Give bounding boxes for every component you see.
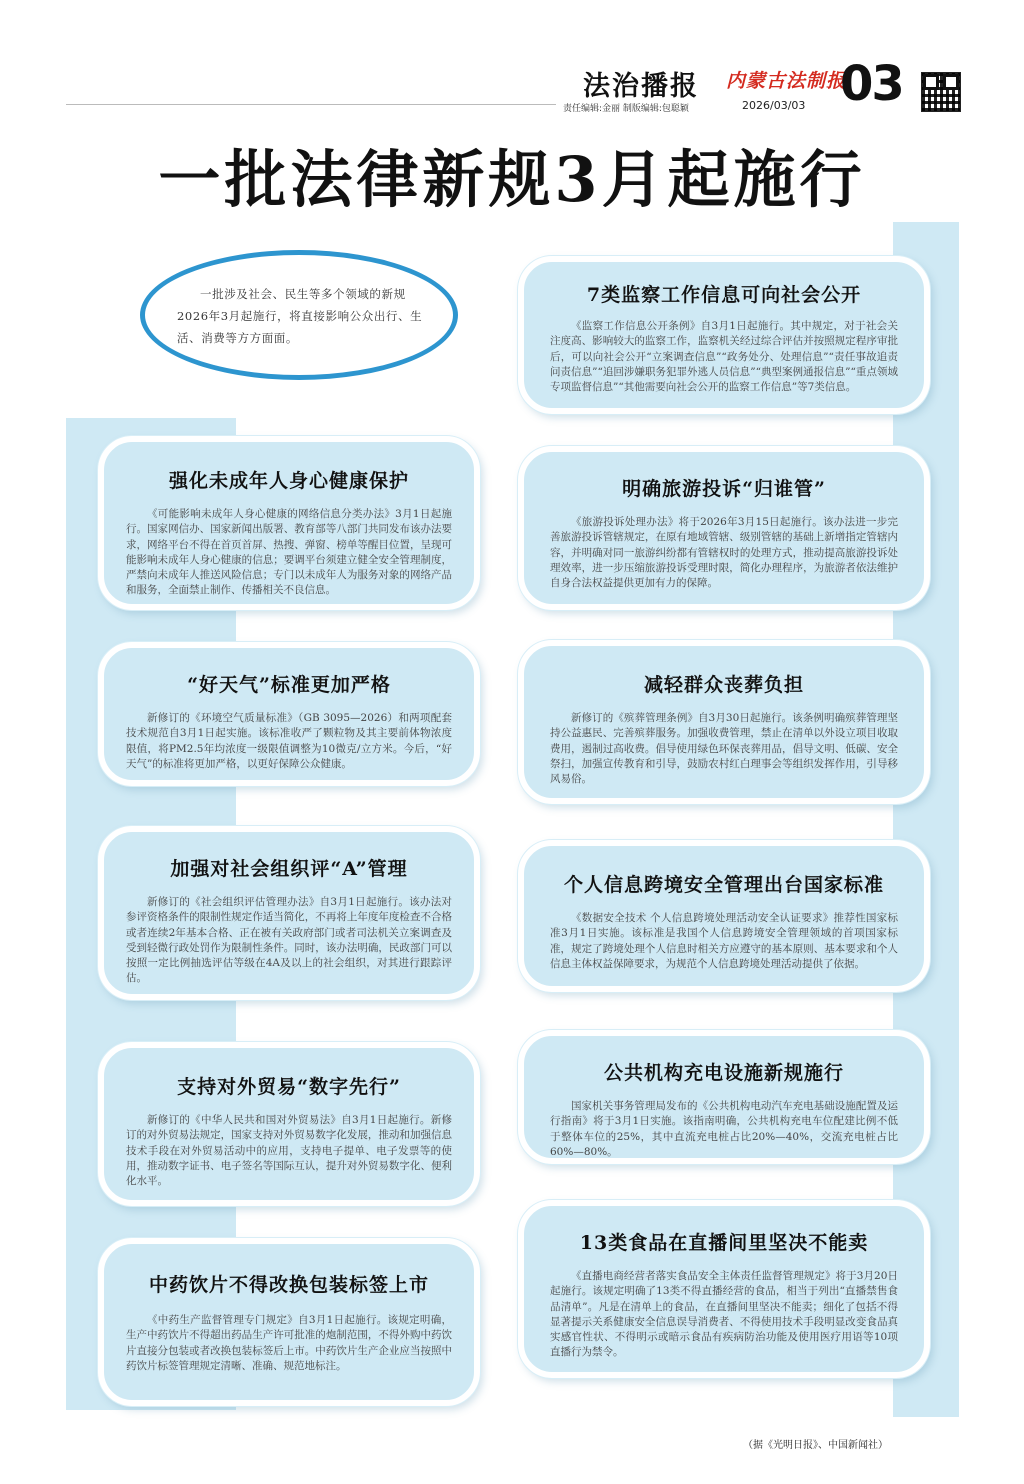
- article-card: [518, 640, 930, 804]
- article-title: 减轻群众丧葬负担: [643, 674, 804, 696]
- page-number: 03: [840, 56, 903, 112]
- article-body: 《监察工作信息公开条例》自3月1日起施行。其中规定，对于社会关注度高、影响较大的监察工作，监察机关经过综合评估并按照规定程序审批后，可以向社会公开“立案调查信息”“政务处分、处理信息”“责任事故追责问责信息”“追回涉嫌职务犯罪外逃人员信息”“典型案例通报信息”“重点领域专项监督信息”“其他需要向社会公开的监察工作信息”等7类信息。: [550, 320, 898, 394]
- intro-ellipse: [140, 250, 458, 380]
- article-body: 新修订的《环境空气质量标准》（GB 3095—2026）和两项配套技术规范自3月1日起实施。该标准收严了颗粒物及其主要前体物浓度限值，将PM2.5年均浓度一级限值调整为10微克/立方米。今后，“好天气”的标准将更加严格，以更好保障公众健康。: [126, 712, 452, 770]
- article-card: [98, 1042, 480, 1206]
- headline: 一批法律新规3月起施行: [158, 143, 866, 216]
- article-title: 明确旅游投诉“归谁管”: [622, 478, 826, 500]
- article-body: 新修订的《殡葬管理条例》自3月30日起施行。该条例明确殡葬管理坚持公益惠民、完善殡葬服务。加强收费管理，禁止在清单以外设立项目收取费用，遏制过高收费。倡导使用绿色环保丧葬用品，倡导文明、低碳、安全祭扫，加强宣传教育和引导，鼓励农村红白理事会等组织发挥作用，引导移风易俗。: [550, 712, 898, 786]
- article-title: 支持对外贸易“数字先行”: [177, 1076, 401, 1098]
- article-title: 强化未成年人身心健康保护: [168, 470, 409, 492]
- article-title: 7类监察工作信息可向社会公开: [586, 284, 862, 306]
- article-title: 加强对社会组织评“A”管理: [170, 858, 408, 880]
- article-title: 中药饮片不得改换包装标签上市: [148, 1274, 429, 1296]
- article-card: [518, 1200, 930, 1378]
- article-card: [98, 1238, 480, 1406]
- article-body: 《可能影响未成年人身心健康的网络信息分类办法》3月1日起施行。国家网信办、国家新闻出版署、教育部等八部门共同发布该办法要求，网络平台不得在首页首屏、热搜、弹窗、榜单等醒目位置，呈现可能影响未成年人身心健康的信息；要调平台须建立健全安全管理制度，严禁向未成年人推送风险信息；专门以未成年人为服务对象的网络产品和服务，全面禁止制作、传播相关不良信息。: [126, 508, 452, 597]
- article-card: [98, 642, 480, 786]
- article-body: 国家机关事务管理局发布的《公共机构电动汽车充电基础设施配置及运行指南》将于3月1日实施。该指南明确，公共机构充电车位配建比例不低于整体车位的25%，其中直流充电桩占比20%—40%，交流充电桩占比60%—80%。: [550, 1100, 898, 1158]
- article-body: 《直播电商经营者落实食品安全主体责任监督管理规定》将于3月20日起施行。该规定明确了13类不得直播经营的食品，相当于列出“直播禁售食品清单”。凡是在清单上的食品，在直播间里坚决不能卖；细化了包括不得显著提示关系健康安全信息误导消费者、不得使用技术手段明显改变食品真实感官性状、不得明示或暗示食品有疾病防治功能及使用医疗用语等10项直播行为禁令。: [550, 1270, 898, 1359]
- article-body: 新修订的《社会组织评估管理办法》自3月1日起施行。该办法对参评资格条件的限制性规定作适当简化，不再将上年度年度检查不合格或者连续2年基本合格、正在被有关政府部门或者司法机关立案调查及受到轻微行政处罚作为限制性条件。同时，该办法明确，民政部门可以按照一定比例抽选评估等级在4A及以上的社会组织，对其进行跟踪评估。: [126, 896, 452, 985]
- qr-code-icon[interactable]: [921, 72, 961, 112]
- source-credit: （据《光明日报》、中国新闻社）: [743, 1440, 888, 1451]
- article-title: “好天气”标准更加严格: [187, 674, 391, 696]
- article-card: [518, 256, 930, 414]
- article-card: [518, 840, 930, 992]
- newspaper-logo: 内蒙古法制报: [726, 70, 847, 92]
- article-body: 《旅游投诉处理办法》将于2026年3月15日起施行。该办法进一步完善旅游投诉管辖规定，在原有地域管辖、级别管辖的基础上新增指定管辖内容，并明确对同一旅游纠纷都有管辖权时的处理方式，推动提高旅游投诉处理效率，进一步压缩旅游投诉受理时限，简化办理程序，为旅游者依法维护自身合法权益提供更加有力的保障。: [550, 516, 898, 590]
- article-card: [518, 1030, 930, 1164]
- article-title: 公共机构充电设施新规施行: [603, 1062, 844, 1084]
- section-name: 法治播报: [583, 71, 699, 102]
- article-body: 新修订的《中华人民共和国对外贸易法》自3月1日起施行。新修订的对外贸易法规定，国家支持对外贸易数字化发展，推动和加强信息技术手段在对外贸易活动中的应用，支持电子提单、电子发票等的使用，推动数字证书、电子签名等国际互认，提升对外贸易数字化、便利化水平。: [126, 1114, 452, 1188]
- article-card: [518, 446, 930, 610]
- article-title: 13类食品在直播间里坚决不能卖: [579, 1232, 869, 1254]
- header-rule: [66, 104, 556, 105]
- article-card: [98, 826, 480, 1000]
- article-title: 个人信息跨境安全管理出台国家标准: [563, 874, 884, 896]
- article-card: [98, 436, 480, 610]
- intro-text: 一批涉及社会、民生等多个领域的新规2026年3月起施行，将直接影响公众出行、生活、消费等方方面面。: [177, 287, 423, 345]
- article-body: 《数据安全技术 个人信息跨境处理活动安全认证要求》推荐性国家标准3月1日实施。该标准是我国个人信息跨境安全管理领域的首项国家标准，规定了跨境处理个人信息时相关方应遵守的基本原则、基本要求和个人信息主体权益保障要求，为规范个人信息跨境处理活动提供了依据。: [550, 912, 898, 970]
- issue-date: 2026/03/03: [742, 99, 806, 112]
- editors-line: 责任编辑:金丽 制版编辑:包聪颖: [563, 104, 689, 114]
- article-body: 《中药生产监督管理专门规定》自3月1日起施行。该规定明确，生产中药饮片不得超出药品生产许可批准的炮制范围，不得外购中药饮片直接分包装或者改换包装标签后上市。中药饮片生产企业应当按照中药饮片标签管理规定清晰、准确、规范地标注。: [126, 1314, 452, 1372]
